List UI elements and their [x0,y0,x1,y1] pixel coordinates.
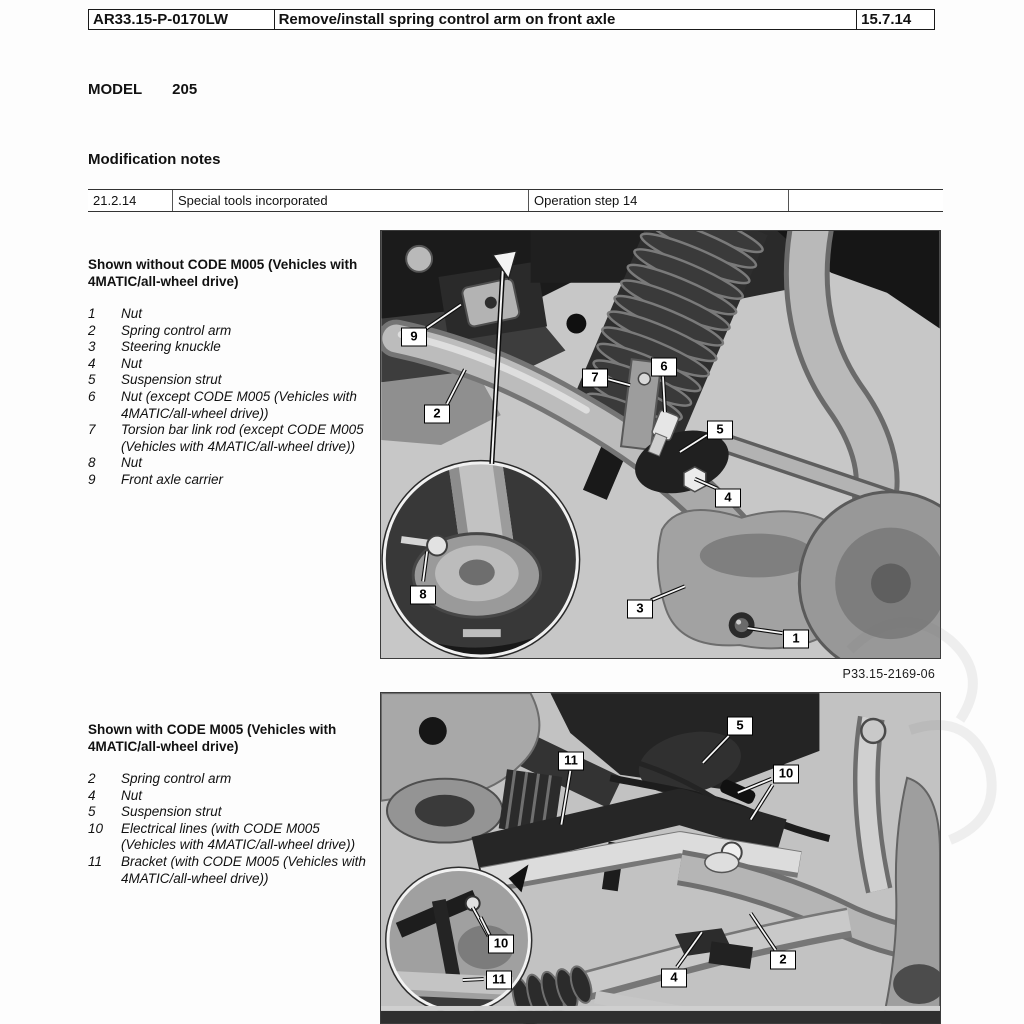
legend-item-text: Spring control arm [121,322,232,338]
legend-item-number: 9 [88,471,96,487]
legend-item-text: Nut (except CODE M005 (Vehicles with 4MATIC/all-wheel drive)) [121,388,357,421]
document-date: 15.7.14 [861,11,912,28]
legend-item-text: Spring control arm [121,771,232,786]
legend-item [88,854,376,887]
legend-item-number: 4 [88,787,96,803]
legend-item-text: Suspension strut [121,372,222,388]
figure2-legend [88,721,376,887]
legend-item-text: Steering knuckle [121,339,221,355]
legend-item [88,821,376,854]
legend-item-text: Front axle carrier [121,471,224,487]
legend-item-text: Torsion bar link rod (except CODE M005 (Vehicles with 4MATIC/all-wheel drive)) [121,422,364,454]
modification-step: Operation step 14 [528,190,788,211]
figure1-legend-heading: Shown without CODE M005 (Vehicles with 4MATIC/all-wheel drive) [88,257,358,289]
legend-item [88,372,376,389]
callout-5: 5 [707,421,733,440]
callout-4: 4 [715,489,741,508]
modification-date: 21.2.14 [93,193,137,208]
callout-2: 2 [424,405,450,424]
legend-item-text: Nut [121,355,143,371]
callout-5: 5 [727,717,753,736]
callout-7: 7 [582,369,608,388]
callout-3: 3 [627,600,653,619]
legend-item-text: Nut [121,306,143,321]
callout-11: 11 [558,752,584,771]
model-number: 205 [172,81,198,98]
modification-change: Special tools incorporated [172,190,528,211]
callout-11-inset: 11 [486,971,512,990]
callout-1: 1 [783,630,809,649]
callout-10-inset: 10 [488,935,514,954]
legend-item [88,472,376,489]
callout-10: 10 [773,765,799,784]
legend-item-number: 4 [88,355,96,371]
callout-2: 2 [770,951,796,970]
legend-item-text: Bracket (with CODE M005 (Vehicles with 4MATIC/all-wheel drive)) [121,853,366,886]
legend-item-number: 5 [88,804,96,820]
legend-item-number: 7 [88,422,96,438]
figure1-caption: P33.15-2169-06 [842,667,935,681]
legend-item-number: 2 [88,322,96,338]
legend-item [88,339,376,356]
legend-item [88,389,376,422]
legend-item [88,771,376,788]
document-title: Remove/install spring control arm on front axle [275,10,858,29]
figure2-legend-heading: Shown with CODE M005 (Vehicles with 4MATIC/all-wheel drive) [88,722,337,754]
modification-notes-heading: Modification notes [88,151,221,168]
legend-item-text: Electrical lines (with CODE M005 (Vehicles with 4MATIC/all-wheel drive)) [121,820,356,853]
legend-item [88,422,376,455]
legend-item-number: 1 [88,306,96,321]
figure1-photo [380,230,941,659]
callout-4: 4 [661,969,687,988]
legend-item-number: 6 [88,388,96,404]
legend-item-number: 3 [88,339,96,355]
document-code: AR33.15-P-0170LW [89,10,275,29]
legend-item [88,306,376,323]
legend-item-text: Nut [121,455,143,471]
callout-9: 9 [401,328,427,347]
legend-item-text: Suspension strut [121,804,222,820]
model-line [88,81,197,98]
figure2-photo [380,692,941,1024]
legend-item-number: 2 [88,771,96,786]
legend-item [88,356,376,373]
callout-8: 8 [410,586,436,605]
modification-extra [788,190,943,211]
legend-item [88,788,376,805]
callout-6: 6 [651,358,677,377]
legend-item-number: 8 [88,455,96,471]
model-label: MODEL [88,81,143,98]
figure1-legend [88,256,376,489]
legend-item [88,323,376,340]
legend-item-number: 10 [88,820,104,836]
document-header-table [88,9,935,30]
nut-8 [427,536,447,556]
legend-item-number: 5 [88,372,96,388]
legend-item [88,455,376,472]
modification-notes-table [88,189,943,212]
legend-item-text: Nut [121,787,143,803]
legend-item-number: 11 [88,853,103,869]
figure1-photo-drawing [381,231,940,658]
legend-item [88,804,376,821]
